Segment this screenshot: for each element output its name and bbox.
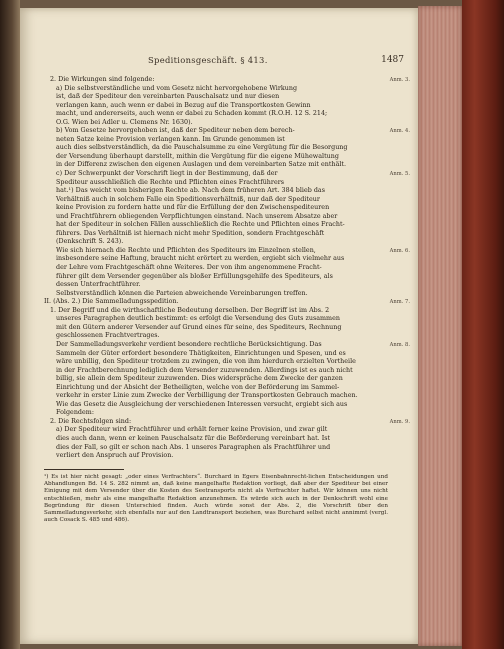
line-text: in der Differenz zwischen den eigenen Auslagen und dem vereinbarten Satze mit enthält. <box>56 161 347 169</box>
line-text: der Lehre vom Frachtgeschäft ohne Weiteres. Der von ihm angenommene Fracht- <box>56 264 322 272</box>
line-text: II. (Abs. 2.) Die Sammelladungsspedition. <box>44 298 179 306</box>
line-text: wäre unbillig, den Spediteur trotzdem zu zwingen, die von ihm hierdurch erzielten Vortheile <box>56 358 356 366</box>
margin-note: Anm. 4. <box>389 128 410 135</box>
text-line <box>44 127 410 136</box>
text-line <box>44 102 388 111</box>
line-text: 2. Die Rechtsfolgen sind: <box>50 417 132 425</box>
line-text: verlangen kann, auch wenn er dabei in Bezug auf die Transportkosten Gewinn <box>56 101 311 109</box>
text-lines <box>44 76 410 461</box>
text-line <box>44 187 388 196</box>
line-text: Sammeln der Güter erfordert besondere Thätigkeiten, Einrichtungen und Spesen, und es <box>56 349 346 357</box>
text-line <box>44 213 388 222</box>
text-line <box>44 452 388 461</box>
line-text: hat der Spediteur in solchen Fällen ausschließlich die Rechte und Pflichten eines Fracht- <box>56 221 345 229</box>
line-text: dies der Fall, so gilt er schon nach Abs. 1 unseres Paragraphen als Frachtführer und <box>56 443 331 451</box>
line-text: a) Der Spediteur wird Frachtführer und erhält ferner keine Provision, und zwar gilt <box>56 426 328 434</box>
line-text: c) Der Schwerpunkt der Vorschrift liegt in der Bestimmung, daß der <box>56 170 278 178</box>
text-line <box>44 290 388 299</box>
line-text: verliert den Anspruch auf Provision. <box>56 452 174 460</box>
margin-note: Anm. 7. <box>389 299 410 306</box>
line-text: mit den Gütern anderer Versender auf Grund eines für seine, des Spediteurs, Rechnung <box>56 323 342 331</box>
footnote: ¹) Es ist hier nicht gesagt: „oder eines Verfrachters“. Burchard in Egers Eisenbahnrecht-lichen Entscheidungen und Abhandlungen Bd. 14 S. 282 nimmt an, daß keine mangelhafte Redaktion vorliegt, daß aber der Spediteur bei einer Einigung mit dem Versender über die Kosten des Seetransports nicht als Verfrachter haftet. Wir können uns nicht entschließen, mehr als eine mangelhafte Redaktion anzunehmen. Es würde sich auch in der Denkschrift wohl eine Begründung für diesen Unterschied finden. Auch würde sonst der Abs. 2, die Vorschrift über den Sammelladungsverkehr, sich ebenfalls nur auf den Landtransport beziehen, was Burchard selbst nicht annimmt (vergl. auch Cosack S. 485 und 486). <box>44 473 388 524</box>
footnote-rule <box>44 469 124 470</box>
line-text: dessen Unterfrachtführer. <box>56 281 141 289</box>
line-text: b) Vom Gesetze hervorgehoben ist, daß der Spediteur neben dem berech- <box>56 127 295 135</box>
page-number: 1487 <box>381 55 404 65</box>
text-line <box>44 264 388 273</box>
line-text: a) Die selbstverständliche und vom Gesetz nicht hervorgehobene Wirkung <box>56 84 298 92</box>
text-line <box>44 358 388 367</box>
line-text: hat.¹) Das weicht vom bisherigen Rechte ab. Nach dem früheren Art. 384 blieb das <box>56 187 325 195</box>
margin-note: Anm. 6. <box>389 247 410 254</box>
book-cover <box>462 0 504 649</box>
text-line <box>44 170 410 179</box>
line-text: und Frachtführern obliegenden Verpflichtungen einstand. Nach unserem Absatze aber <box>56 212 338 220</box>
book-page <box>20 8 418 644</box>
line-text: Wie das Gesetz die Ausgleichung der verschiedenen Interessen versucht, ergiebt sich aus <box>56 400 348 408</box>
line-text: macht, und andererseits, auch wenn er dabei zu Schaden kommt (R.O.H. 12 S. 214; <box>56 110 328 118</box>
text-line <box>44 161 388 170</box>
line-text: Verhältniß auch in solchem Falle ein Speditionsverhältniß, nur daß der Spediteur <box>56 195 320 203</box>
text-line <box>44 435 388 444</box>
text-line <box>44 367 388 376</box>
line-text: unseres Paragraphen deutlich bestimmt: es erfolgt die Versendung des Guts zusammen <box>56 315 340 323</box>
text-line <box>44 221 388 230</box>
page-body <box>44 76 410 525</box>
book-gutter <box>0 0 20 649</box>
text-line <box>44 119 388 128</box>
text-line <box>44 392 388 401</box>
line-text: O.G. Wien bei Adler u. Clemens Nr. 1630). <box>56 118 193 126</box>
margin-note: Anm. 9. <box>389 418 410 425</box>
text-line <box>44 384 388 393</box>
running-title: Speditionsgeschäft. § 413. <box>148 55 268 65</box>
line-text: keine Provision zu fordern hatte und für die Erfüllung der den Zwischenspediteuren <box>56 204 330 212</box>
text-line <box>44 315 388 324</box>
line-text: billig, sie allein dem Spediteur zuzuwenden. Dies widerspräche dem Zwecke der ganzen <box>56 375 343 383</box>
text-line <box>44 110 388 119</box>
text-line <box>44 409 388 418</box>
line-text: ist, daß der Spediteur den vereinbarten Pauschalsatz und nur diesen <box>56 93 280 101</box>
text-line <box>44 76 410 85</box>
line-text: Folgendem: <box>56 409 94 417</box>
text-line <box>44 255 388 264</box>
line-text: dies auch dann, wenn er keinen Pauschalsatz für die Beförderung vereinbart hat. Ist <box>56 434 331 442</box>
text-line <box>44 350 388 359</box>
text-line <box>44 204 388 213</box>
line-text: (Denkschrift S. 243). <box>56 238 124 246</box>
line-text: geschlossenen Frachtvertrages. <box>56 332 160 340</box>
margin-note: Anm. 5. <box>389 171 410 178</box>
page-edges <box>418 6 462 646</box>
text-line <box>44 426 388 435</box>
line-text: Wie sich hiernach die Rechte und Pflichten des Spediteurs im Einzelnen stellen, <box>56 246 316 254</box>
line-text: 1. Der Begriff und die wirthschaftliche Bedeutung derselben. Der Begriff ist im Abs. 2 <box>50 306 330 314</box>
line-text: Spediteur ausschließlich die Rechte und Pflichten eines Frachtführers <box>56 178 285 186</box>
running-header <box>20 55 418 69</box>
text-line <box>44 238 388 247</box>
text-line <box>44 281 388 290</box>
text-line <box>44 375 388 384</box>
line-text: Einrichtung und der Absicht der Betheiligten, welche von der Beförderung im Sammel- <box>56 383 340 391</box>
text-line <box>44 179 388 188</box>
margin-note: Anm. 3. <box>389 77 410 83</box>
text-line <box>44 273 388 282</box>
line-text: 2. Die Wirkungen sind folgende: <box>50 76 155 83</box>
line-text: führers. Das Verhältniß ist hiernach nicht mehr Spedition, sondern Frachtgeschäft <box>56 229 325 237</box>
line-text: Selbstverständlich können die Parteien abweichende Vereinbarungen treffen. <box>56 289 308 297</box>
text-line <box>44 93 388 102</box>
line-text: Der Sammelladungsverkehr verdient besondere rechtliche Berücksichtigung. Das <box>56 340 322 348</box>
line-text: verkehr in erster Linie zum Zwecke der Verbilligung der Transportkosten Gebrauch machen. <box>56 392 358 400</box>
text-line <box>44 85 388 94</box>
line-text: auch dies selbstverständlich, da die Pauschalsumme zu eine Vergütung für die Besorgung <box>56 144 348 152</box>
text-line <box>44 298 410 307</box>
text-line <box>44 444 388 453</box>
margin-note: Anm. 8. <box>389 341 410 348</box>
line-text: führer gilt dem Versender gegenüber als bloßer Erfüllungsgehilfe des Spediteurs, als <box>56 272 333 280</box>
line-text: neten Satze keine Provision verlangen kann. Im Grunde genommen ist <box>56 135 285 143</box>
text-line <box>44 401 388 410</box>
line-text: insbesondere seine Haftung, braucht nicht erörtert zu werden, ergiebt sich vielmehr aus <box>56 255 345 263</box>
text-line <box>44 332 388 341</box>
text-line <box>44 144 388 153</box>
text-line <box>44 196 388 205</box>
text-line <box>44 340 410 350</box>
line-text: in der Frachtberechnung lediglich dem Versender zuzuwenden. Allerdings ist es auch nicht <box>56 366 353 374</box>
line-text: der Versendung überhaupt darstellt, mithin die Vergütung für die eigene Mühewaltung <box>56 152 339 160</box>
